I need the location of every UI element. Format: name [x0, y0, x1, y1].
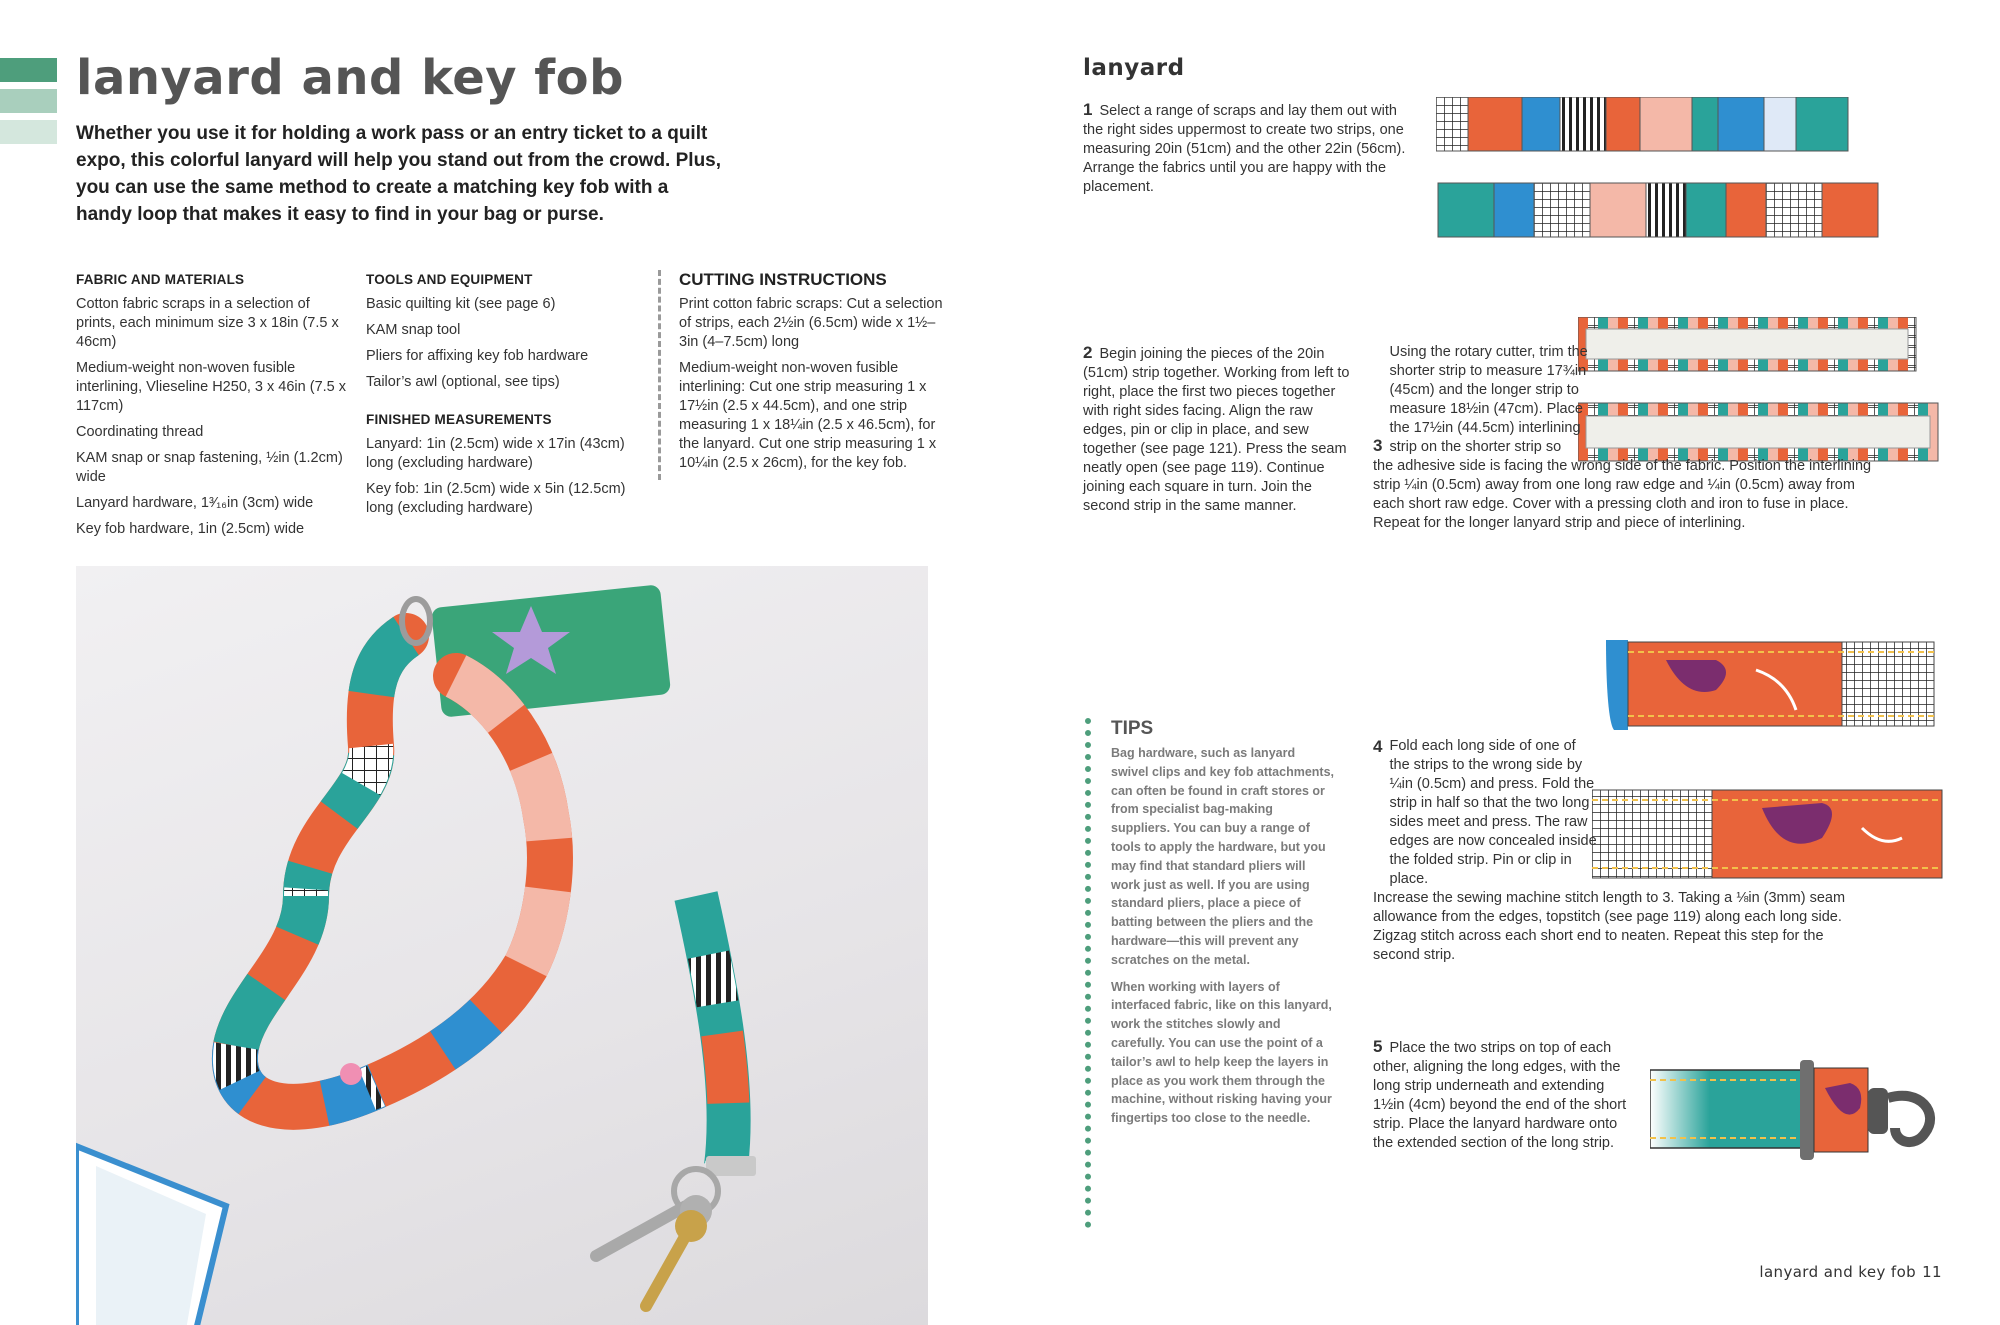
step-1	[1083, 100, 1419, 197]
step-text: Fold each long side of one of the strips to the wrong side by ¼in (0.5cm) and press. Fold the strip in half so that the two long sides meet and press. The raw edges are now concealed inside the folded strip. Pin or clip in place.	[1389, 738, 1597, 887]
step-number: 1	[1083, 100, 1093, 119]
cutting-instructions-box	[658, 270, 948, 480]
materials-item: Cotton fabric scraps in a selection of prints, each minimum size 3 x 18in (7.5 x 46cm)	[76, 296, 339, 350]
finished-measurements-heading: FINISHED MEASUREMENTS	[366, 412, 552, 427]
measurement-item: Key fob: 1in (2.5cm) wide x 5in (12.5cm) long (excluding hardware)	[366, 481, 626, 516]
step-text: Select a range of scraps and lay them out with the right sides uppermost to create two strips, one measuring 20in (51cm) and the other 22in (56cm). Arrange the fabrics until you are happy with the placement.	[1083, 103, 1406, 195]
step4-illustration-top	[1606, 640, 1936, 730]
tips-heading: TIPS	[1111, 718, 1154, 739]
step-text: Place the two strips on top of each other, aligning the long edges, with the long strip underneath and extending 1½in (4cm) beyond the end of the short strip. Place the lanyard hardware onto the extended section of the long strip.	[1373, 1040, 1627, 1151]
tips-paragraph: Bag hardware, such as lanyard swivel clips and key fob attachments, can often be found in craft stores or from specialist bag-making suppliers. You can buy a range of tools to apply the hardware, but you may find that standard pliers will work just as well. If you are using standard pliers, place a piece of batting between the pliers and the hardware—this will prevent any scratches on the metal.	[1111, 746, 1334, 967]
tips-box	[1085, 718, 1335, 1228]
section-title: lanyard	[1083, 55, 1185, 81]
folio-page-number: 11	[1922, 1263, 1942, 1281]
step-4	[1373, 737, 1873, 965]
cutting-item: Print cotton fabric scraps: Cut a selection of strips, each 2½in (6.5cm) wide x 1½–3in (4–7.5cm) long	[679, 296, 943, 350]
folio-label: lanyard and key fob	[1759, 1263, 1917, 1281]
accent-bar-dark	[0, 58, 57, 82]
step-2	[1083, 343, 1353, 516]
step-text: Begin joining the pieces of the 20in (51cm) strip together. Working from left to right, place the first two pieces together with right sides facing. Align the raw edges, pin or clip in place, and sew together (see page 121). Press the seam neatly open (see page 119). Continue joining each square in turn. Join the second strip in the same manner.	[1083, 346, 1350, 514]
accent-bar-light	[0, 120, 57, 144]
fabric-materials-column	[76, 270, 346, 546]
lanyard-photo	[76, 566, 928, 1325]
step-text-continued: Increase the sewing machine stitch length to 3. Taking a ⅛in (3mm) seam allowance from the edges, topstitch (see page 119) along each long side. Zigzag stitch across each short end to neaten. Repeat this step for the second strip.	[1373, 890, 1846, 963]
step-number: 2	[1083, 343, 1093, 362]
tools-item: Tailor’s awl (optional, see tips)	[366, 374, 560, 390]
page-title: lanyard and key fob	[76, 50, 624, 106]
cutting-instructions-heading: CUTTING INSTRUCTIONS	[679, 270, 887, 289]
tools-item: Basic quilting kit (see page 6)	[366, 296, 556, 312]
step-number: 3	[1373, 436, 1383, 455]
measurement-item: Lanyard: 1in (2.5cm) wide x 17in (43cm) long (excluding hardware)	[366, 436, 625, 471]
fabric-materials-heading: FABRIC AND MATERIALS	[76, 272, 245, 287]
tools-heading: TOOLS AND EQUIPMENT	[366, 272, 533, 287]
materials-item: Medium-weight non-woven fusible interlining, Vlieseline H250, 3 x 46in (7.5 x 117cm)	[76, 360, 347, 414]
cutting-item: Medium-weight non-woven fusible interlining: Cut one strip measuring 1 x 17½in (2.5 x 44.5cm), and one strip measuring 1 x 18¼in (2.5 x 46.5cm), for the lanyard. Cut one strip measuring 1 x 10¼in (2.5 x 26cm), for the key fob.	[679, 360, 937, 471]
materials-item: Coordinating thread	[76, 424, 204, 440]
accent-bar-mid	[0, 89, 57, 113]
materials-item: KAM snap or snap fastening, ½in (1.2cm) wide	[76, 450, 343, 485]
page-folio	[1753, 1263, 1942, 1281]
step-3	[1373, 343, 1873, 533]
step-text: Using the rotary cutter, trim the shorter strip to measure 17¾in (45cm) and the longer strip to measure 18½in (47cm). Place the 17½in (44.5cm) interlining strip on the shorter strip so	[1389, 344, 1588, 455]
step1-illustration	[1436, 97, 1896, 247]
tips-paragraph: When working with layers of interfaced fabric, like on this lanyard, work the stitches slowly and carefully. You can use the point of a tailor’s awl to help keep the layers in place as you work them through the machine, without risking having your fingertips too close to the needle.	[1111, 979, 1332, 1126]
materials-item: Lanyard hardware, 1³⁄₁₆in (3cm) wide	[76, 495, 314, 511]
tools-item: KAM snap tool	[366, 322, 461, 338]
step-text-continued: the adhesive side is facing the wrong side of the fabric. Position the interlining strip ¼in (0.5cm) away from one long raw edge and ¼in (0.5cm) away from each short raw edge. Cover with a pressing cloth and iron to fuse in place. Repeat for the longer lanyard strip and piece of interlining.	[1373, 458, 1872, 531]
tools-item: Pliers for affixing key fob hardware	[366, 348, 589, 364]
materials-item: Key fob hardware, 1in (2.5cm) wide	[76, 521, 305, 537]
step-5	[1373, 1037, 1639, 1153]
step-number: 5	[1373, 1037, 1383, 1056]
tools-column	[366, 270, 636, 525]
intro-paragraph: Whether you use it for holding a work pass or an entry ticket to a quilt expo, this colorful lanyard will help you stand out from the crowd. Plus, you can use the same method to create a matching key fob with a handy loop that makes it easy to find in your bag or purse.	[76, 123, 722, 225]
step-number: 4	[1373, 737, 1383, 756]
step5-illustration	[1650, 1058, 1940, 1168]
